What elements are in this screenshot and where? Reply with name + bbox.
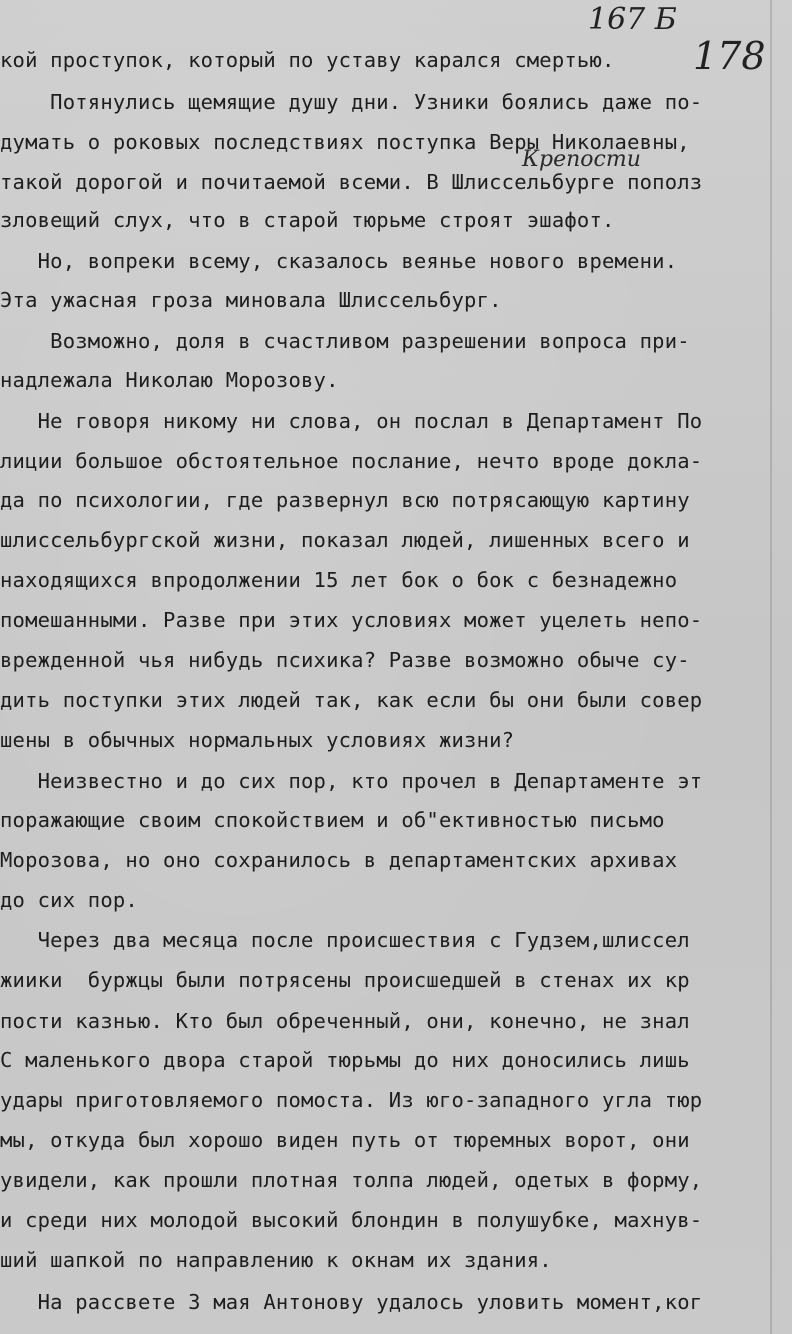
text-line: врежденной чья нибудь психика? Разве возможно обыче су-	[0, 648, 690, 672]
text-line: да по психологии, где развернул всю потрясающую картину	[0, 488, 690, 512]
text-line: такой дорогой и почитаемой всеми. В Шлиссельбурге пополз	[0, 170, 703, 194]
text-line: шены в обычных нормальных условиях жизни?	[0, 728, 515, 752]
text-line: Через два месяца после происшествия с Гудзем,шлиссел	[0, 928, 690, 952]
text-line: пости казнью. Кто был обреченный, они, конечно, не знал	[0, 1009, 690, 1033]
handwritten-page-number: 178	[693, 34, 766, 78]
text-line: Но, вопреки всему, сказалось веянье нового времени.	[0, 249, 678, 273]
text-line: шлиссельбургской жизни, показал людей, лишенных всего и	[0, 528, 690, 552]
text-line: находящихся впродолжении 15 лет бок о бок с безнадежно	[0, 568, 678, 592]
text-line: Неизвестно и до сих пор, кто прочел в Департаменте эт	[0, 769, 703, 793]
text-line: Морозова, но оно сохранилось в департаментских архивах	[0, 848, 678, 872]
text-line: поражающие своим спокойствием и об"ективностью письмо	[0, 808, 665, 832]
text-line: На рассвете 3 мая Антонову удалось уловить момент,ког	[0, 1290, 703, 1314]
corner-handwritten-marks: 167 Б	[588, 2, 677, 37]
text-line: думать о роковых последствиях поступка Веры Николаевны,	[0, 130, 690, 154]
text-line: увидели, как прошли плотная толпа людей, одетых в форму,	[0, 1168, 703, 1192]
text-line: и среди них молодой высокий блондин в полушубке, махнув-	[0, 1208, 703, 1232]
text-line: ший шапкой по направлению к окнам их здания.	[0, 1248, 552, 1272]
text-line: жиики буржцы были потрясены происшедшей в стенах их кр	[0, 968, 690, 992]
text-line: Потянулись щемящие душу дни. Узники боялись даже по-	[0, 90, 703, 114]
text-line: кой проступок, который по уставу карался смертью.	[0, 48, 615, 72]
text-line: помешанными. Разве при этих условиях может уцелеть непо-	[0, 608, 703, 632]
text-line: дить поступки этих людей так, как если бы они были совер	[0, 688, 703, 712]
handwritten-insertion: Крепости	[522, 147, 641, 172]
text-line: мы, откуда был хорошо виден путь от тюремных ворот, они	[0, 1128, 690, 1152]
text-line: до сих пор.	[0, 888, 138, 912]
text-line: Не говоря никому ни слова, он послал в Департамент По	[0, 409, 703, 433]
text-line: лиции большое обстоятельное послание, нечто вроде докла-	[0, 449, 703, 473]
text-line: надлежала Николаю Морозову.	[0, 368, 339, 392]
text-line: Возможно, доля в счастливом разрешении вопроса при-	[0, 329, 690, 353]
text-line: удары приготовляемого помоста. Из юго-западного угла тюр	[0, 1088, 703, 1112]
text-line: С маленького двора старой тюрьмы до них доносились лишь	[0, 1048, 690, 1072]
text-line: зловещий слух, что в старой тюрьме строят эшафот.	[0, 208, 615, 232]
text-line: Эта ужасная гроза миновала Шлиссельбург.	[0, 288, 502, 312]
